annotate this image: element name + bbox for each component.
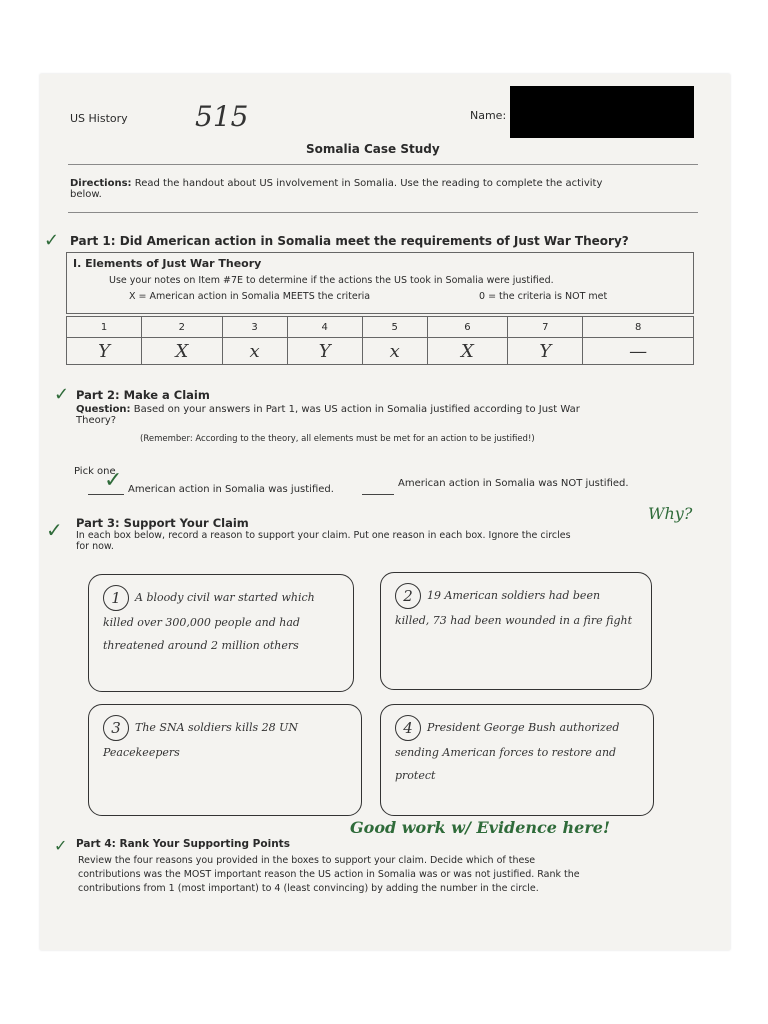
rank-circle[interactable]: 3 [103,715,129,741]
part4-text-line: contributions was the MOST important reason the US action in Somalia was or was not justified. Rank the [78,869,580,880]
mark-cell[interactable]: — [583,338,694,365]
margin-note: Why? [648,504,693,523]
option-justified[interactable]: American action in Somalia was justified. [128,484,334,495]
check-mark-icon: ✓ [54,384,70,405]
instruction-text: In each box below, record a reason to support your claim. Put one reason in each box. Ignore the circles [76,530,571,541]
part2-question [76,404,686,426]
part4-text [78,854,708,896]
mark-cell[interactable]: x [222,338,287,365]
rank-circle[interactable]: 4 [395,715,421,741]
remember-note: (Remember: According to the theory, all elements must be met for an action to be justified!) [140,434,535,444]
column-header: 4 [287,317,362,338]
column-header: 6 [427,317,508,338]
part1-instruction: Use your notes on Item #7E to determine if the actions the US took in Somalia were justified. [109,275,554,286]
reason-content: A bloody civil war started which killed over 300,000 people and had threatened around 2 million others [103,591,315,652]
rank-circle[interactable]: 2 [395,583,421,609]
reason-text [381,573,651,642]
mark-cell[interactable]: Y [67,338,142,365]
reason-content: The SNA soldiers kills 28 UN Peacekeepers [103,721,299,759]
reason-text [89,575,353,667]
reason-box-4[interactable] [380,704,654,816]
teacher-comment: Good work w/ Evidence here! [350,818,610,837]
answer-line [88,494,124,495]
reason-box-2[interactable] [380,572,652,690]
name-label: Name: [470,109,507,122]
part3-heading: Part 3: Support Your Claim [76,516,249,530]
part1-box [66,252,694,314]
key-x: X = American action in Somalia MEETS the criteria [129,291,371,302]
column-header: 3 [222,317,287,338]
question-label: Question: [76,404,131,415]
directions [70,178,700,200]
check-mark-icon: ✓ [46,518,63,542]
worksheet-page [40,74,730,950]
mark-cell[interactable]: Y [508,338,583,365]
check-mark-icon: ✓ [44,230,60,251]
part3-instruction [76,530,686,552]
mark-cell[interactable]: X [142,338,223,365]
part2-heading: Part 2: Make a Claim [76,388,210,402]
reason-content: 19 American soldiers had been killed, 73 had been wounded in a fire fight [395,589,633,627]
key-0: 0 = the criteria is NOT met [479,291,608,302]
directions-text: Read the handout about US involvement in Somalia. Use the reading to complete the activity [134,178,603,189]
criteria-table [66,316,694,365]
redacted-name-block [510,86,694,138]
directions-label: Directions: [70,178,132,189]
part4-text-line: Review the four reasons you provided in the boxes to support your claim. Decide which of these [78,855,536,866]
answer-line [362,494,394,495]
check-mark-icon: ✓ [54,836,68,855]
column-header: 1 [67,317,142,338]
part4-text-line: contributions from 1 (most important) to 4 (least convincing) by adding the number in the circle. [78,883,539,894]
mark-cell[interactable]: x [362,338,427,365]
part1-heading: Part 1: Did American action in Somalia meet the requirements of Just War Theory? [70,234,629,248]
selection-check-icon: ✓ [104,468,123,493]
column-header: 5 [362,317,427,338]
page-title: Somalia Case Study [306,142,440,156]
divider [68,212,698,213]
reason-text [89,705,361,774]
column-header: 8 [583,317,694,338]
mark-cell[interactable]: Y [287,338,362,365]
option-not-justified[interactable]: American action in Somalia was NOT justified. [398,478,629,489]
reason-content: President George Bush authorized sending American forces to restore and protect [395,721,620,782]
rank-circle[interactable]: 1 [103,585,129,611]
score-handwritten: 515 [195,100,249,133]
mark-cell[interactable]: X [427,338,508,365]
column-header: 7 [508,317,583,338]
reason-box-3[interactable] [88,704,362,816]
course-label: US History [70,112,128,125]
column-header: 2 [142,317,223,338]
reason-box-1[interactable] [88,574,354,692]
question-text: Based on your answers in Part 1, was US action in Somalia justified according to Just War [133,404,580,415]
instruction-text-cont: for now. [76,541,114,552]
part1-subheading: I. Elements of Just War Theory [73,257,262,270]
directions-text-cont: below. [70,189,102,200]
pick-one-label: Pick one [74,466,116,477]
part4-heading: Part 4: Rank Your Supporting Points [76,838,290,850]
reason-text [381,705,653,797]
question-text-cont: Theory? [76,415,117,426]
divider [68,164,698,165]
